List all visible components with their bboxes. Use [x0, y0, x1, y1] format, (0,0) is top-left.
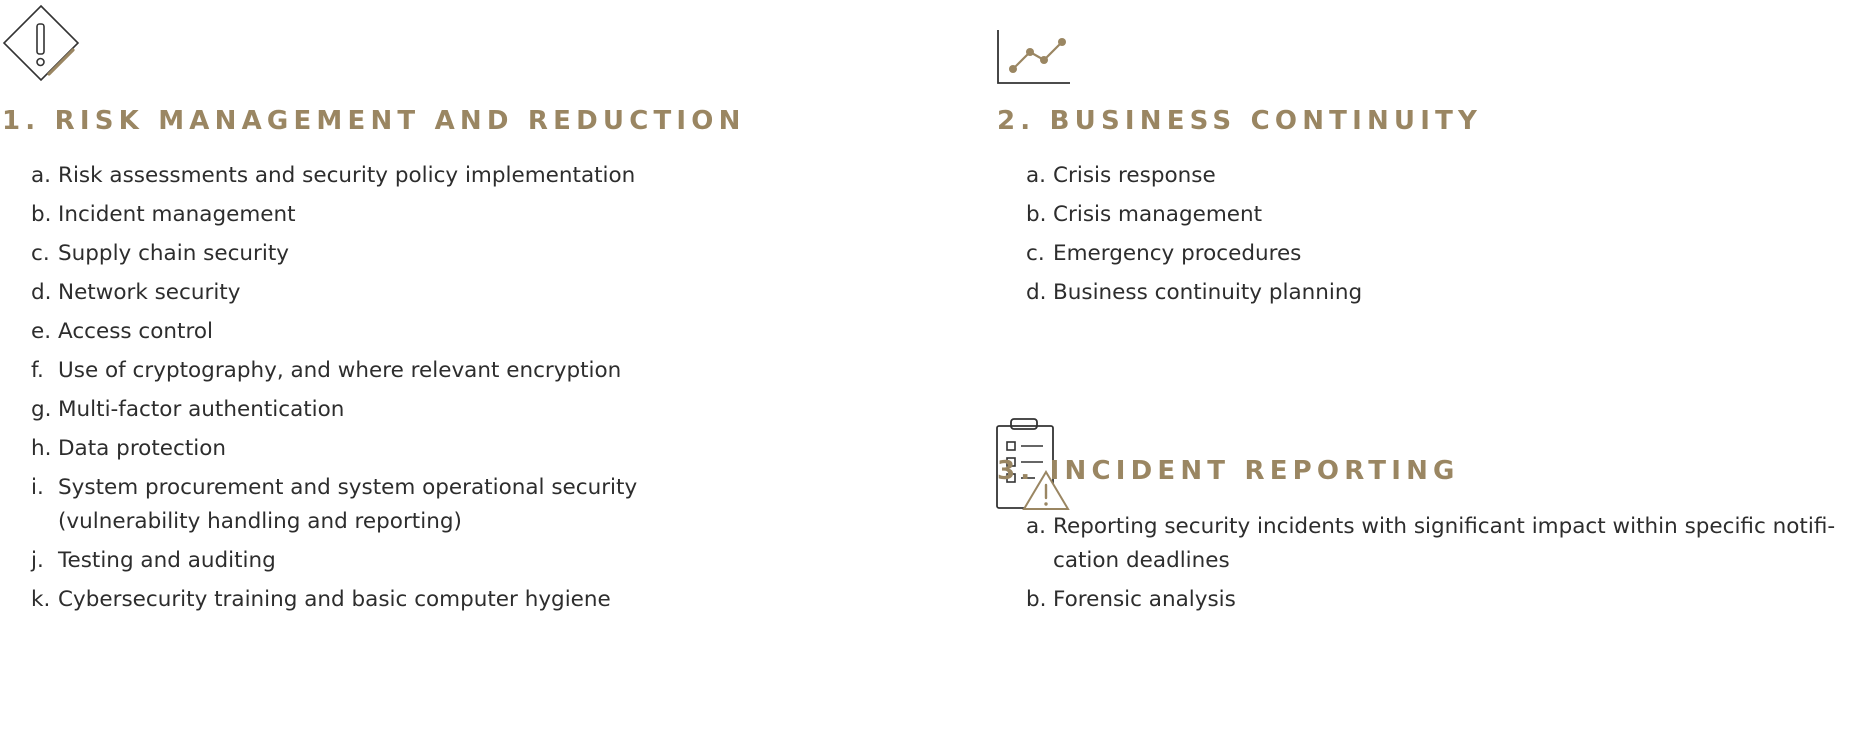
item-text: Incident management — [58, 202, 296, 227]
item-list — [31, 159, 637, 617]
item-text-continuation: cation deadlines — [1053, 548, 1230, 573]
item-letter: j. — [31, 548, 44, 573]
list-item — [31, 432, 637, 466]
item-text: Forensic analysis — [1053, 587, 1236, 612]
item-letter: i. — [31, 475, 44, 500]
list-item — [1026, 510, 1835, 578]
item-text: Data protection — [58, 436, 227, 461]
list-item — [1026, 159, 1362, 193]
item-letter: c. — [1026, 241, 1045, 266]
item-text: Reporting security incidents with significant impact within specific notifi- — [1053, 514, 1836, 539]
item-list — [1026, 510, 1835, 617]
list-item — [31, 583, 637, 617]
item-text: Use of cryptography, and where relevant encryption — [58, 358, 622, 383]
list-item — [1026, 237, 1362, 271]
item-letter: e. — [31, 319, 52, 344]
item-letter: d. — [31, 280, 52, 305]
list-item — [31, 354, 637, 388]
item-letter: a. — [1026, 163, 1047, 188]
line-chart-icon — [996, 28, 1074, 86]
item-text: Network security — [58, 280, 241, 305]
list-item — [1026, 583, 1835, 617]
item-text: Emergency procedures — [1053, 241, 1302, 266]
item-text: Supply chain security — [58, 241, 289, 266]
item-text: Risk assessments and security policy implementation — [58, 163, 636, 188]
item-letter: b. — [1026, 587, 1047, 612]
item-text: Cybersecurity training and basic computer hygiene — [58, 587, 611, 612]
item-letter: b. — [1026, 202, 1047, 227]
item-letter: k. — [31, 587, 51, 612]
item-letter: b. — [31, 202, 52, 227]
item-text: System procurement and system operational security — [58, 475, 638, 500]
item-text: Access control — [58, 319, 213, 344]
warning-diamond-icon — [2, 4, 80, 82]
list-item — [31, 159, 637, 193]
section-heading: 2. BUSINESS CONTINUITY — [997, 106, 1483, 136]
item-text-continuation: (vulnerability handling and reporting) — [58, 509, 462, 534]
list-item — [1026, 276, 1362, 310]
list-item — [1026, 198, 1362, 232]
section-heading: 3. INCIDENT REPORTING — [997, 456, 1460, 486]
list-item — [31, 315, 637, 349]
item-letter: a. — [31, 163, 52, 188]
list-item — [31, 393, 637, 427]
item-text: Crisis management — [1053, 202, 1263, 227]
item-letter: f. — [31, 358, 44, 383]
item-text: Testing and auditing — [58, 548, 276, 573]
list-item — [31, 544, 637, 578]
item-text: Business continuity planning — [1053, 280, 1363, 305]
section-heading: 1. RISK MANAGEMENT AND REDUCTION — [2, 106, 746, 136]
item-letter: d. — [1026, 280, 1047, 305]
item-list — [1026, 159, 1362, 310]
section-incident-reporting — [980, 400, 1862, 737]
section-business-continuity — [980, 0, 1862, 400]
item-text: Crisis response — [1053, 163, 1216, 188]
item-text: Multi-factor authentication — [58, 397, 345, 422]
list-item — [31, 471, 637, 539]
item-letter: c. — [31, 241, 50, 266]
item-letter: h. — [31, 436, 52, 461]
list-item — [31, 198, 637, 232]
list-item — [31, 237, 637, 271]
section-risk-management — [0, 0, 900, 737]
list-item — [31, 276, 637, 310]
item-letter: g. — [31, 397, 52, 422]
item-letter: a. — [1026, 514, 1047, 539]
